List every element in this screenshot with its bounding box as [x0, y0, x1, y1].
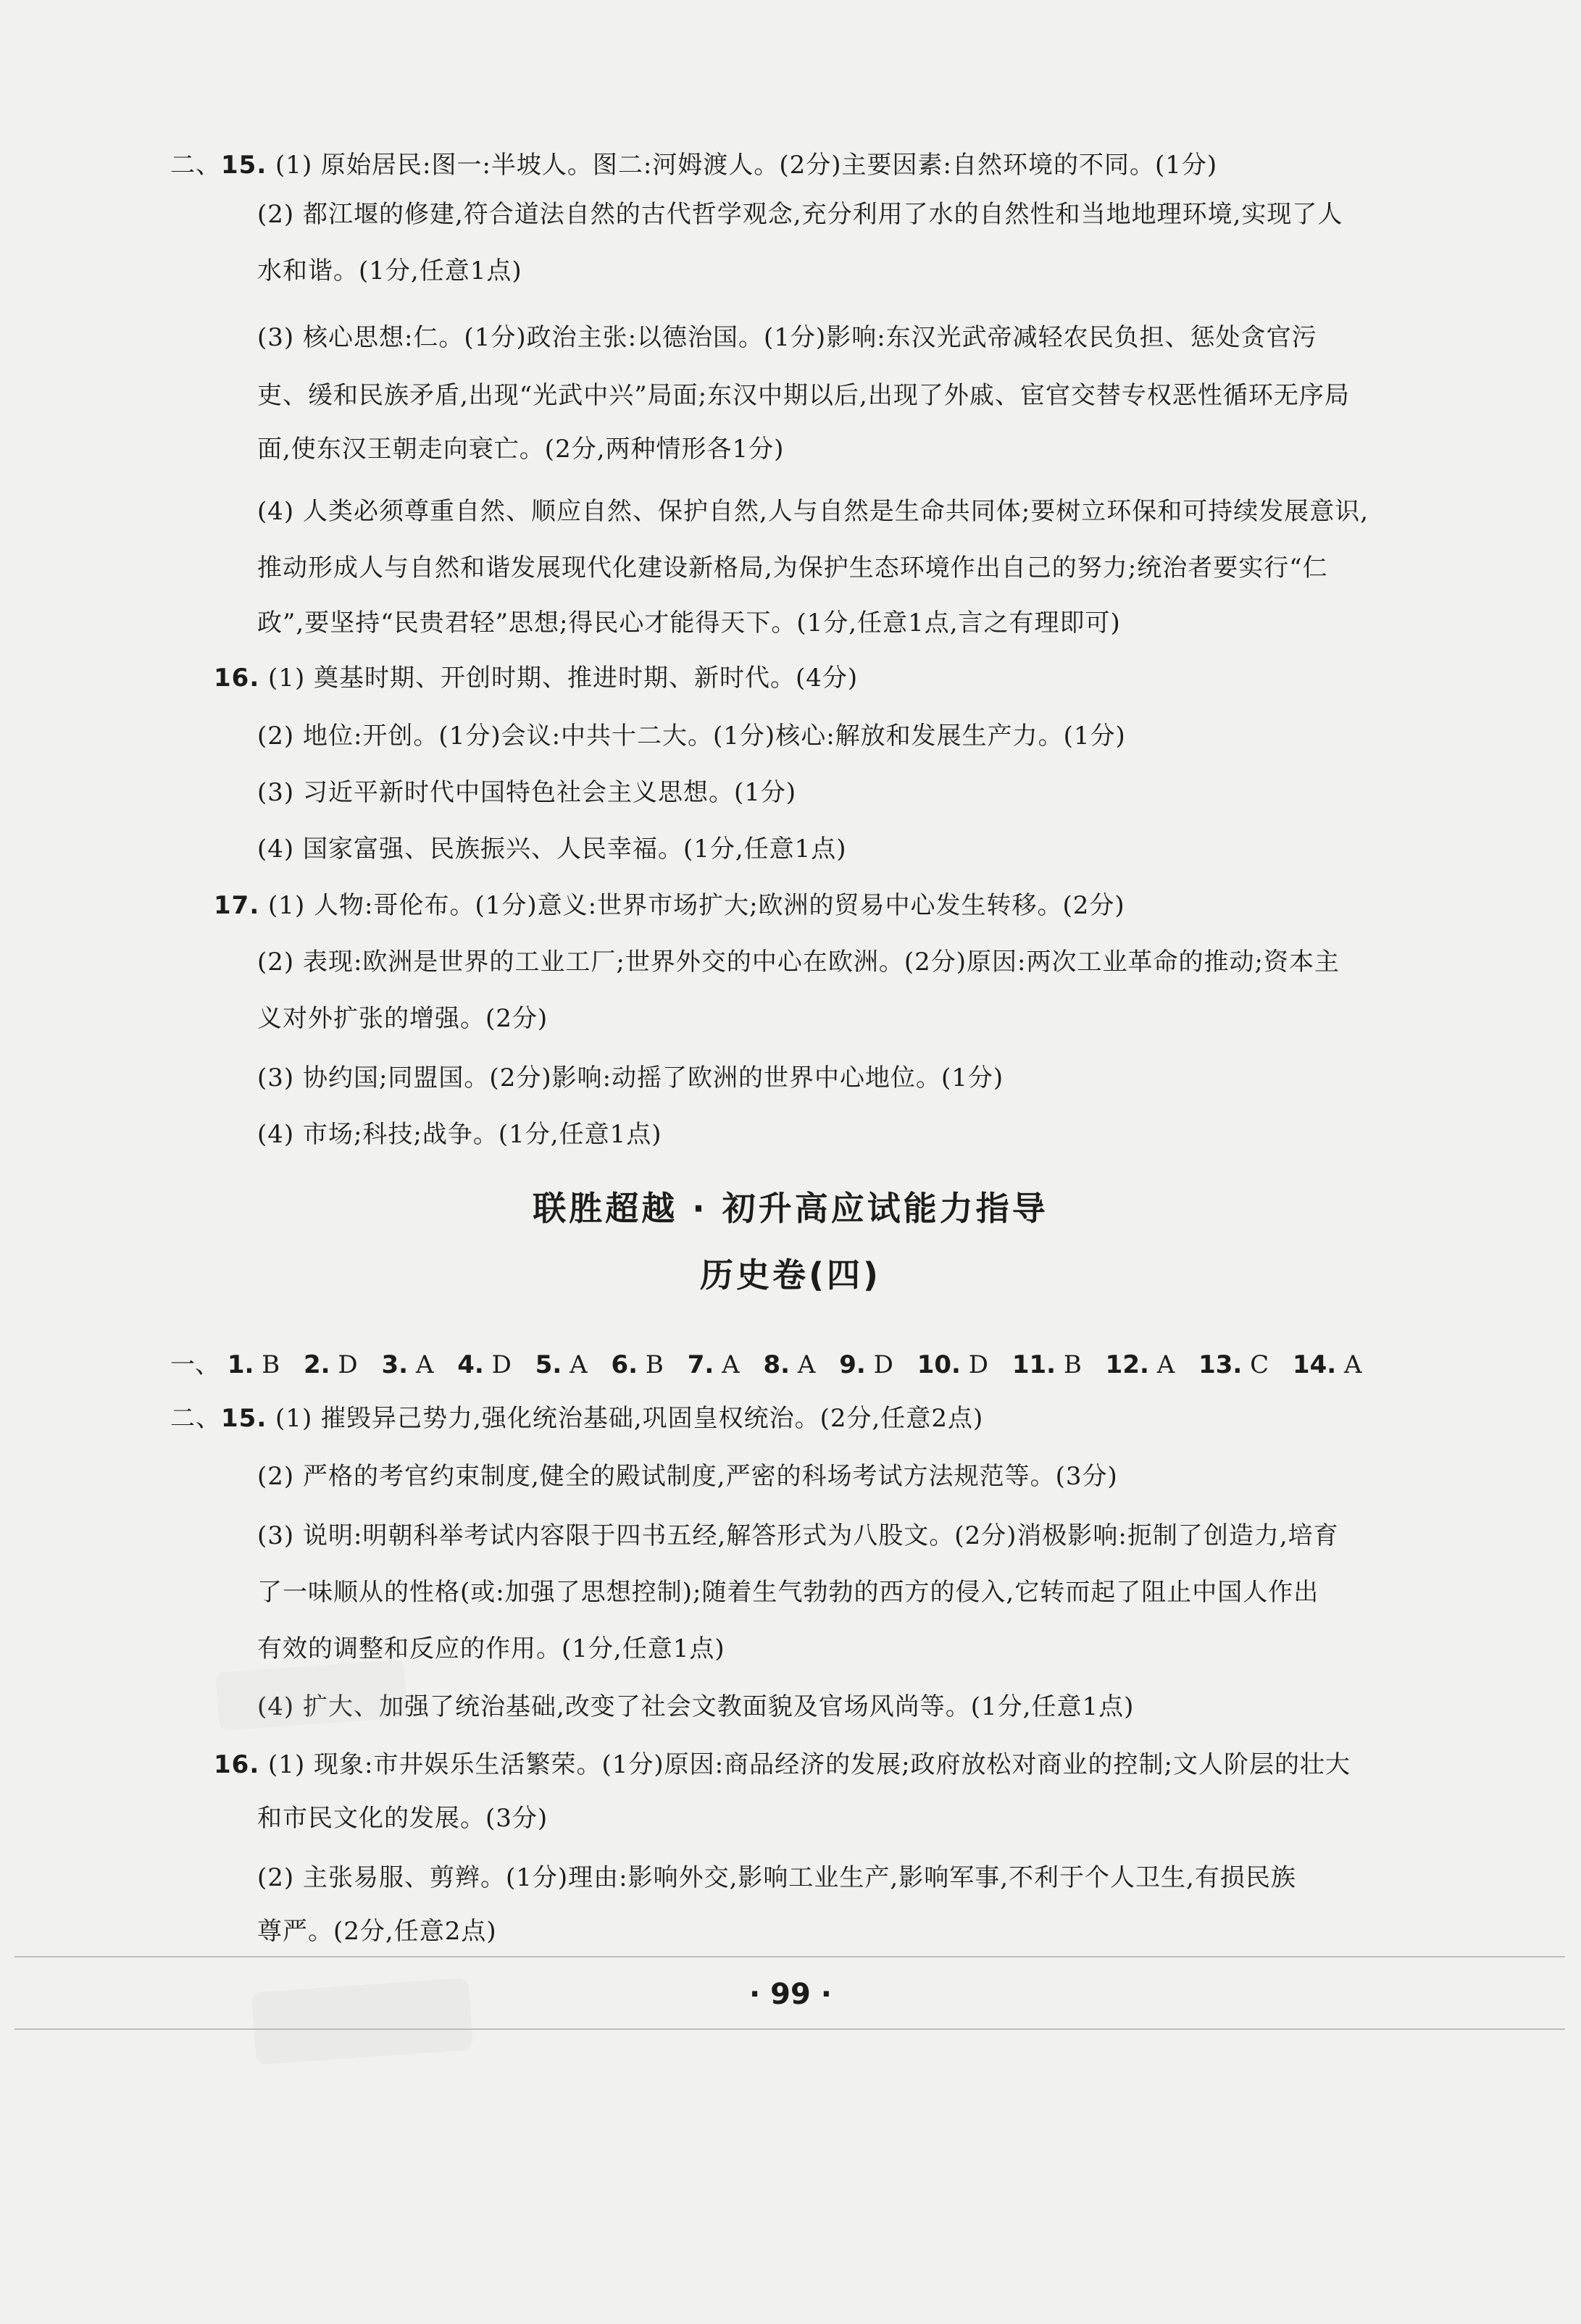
answer-line: (2) 严格的考官约束制度,健全的殿试制度,严密的科场考试方法规范等。(3分)	[257, 1462, 1118, 1491]
choice-item: 13. C	[1198, 1350, 1269, 1379]
choice-item: 3. A	[381, 1350, 434, 1379]
answer-line: 和市民文化的发展。(3分)	[257, 1804, 548, 1833]
choice-item: 8. A	[763, 1350, 816, 1379]
answer-line: (3) 习近平新时代中国特色社会主义思想。(1分)	[257, 778, 797, 807]
answer-line: (2) 主张易服、剪辫。(1分)理由:影响外交,影响工业生产,影响军事,不利于个人卫生,有损民族	[257, 1863, 1296, 1892]
answer-line: (2) 地位:开创。(1分)会议:中共十二大。(1分)核心:解放和发展生产力。(1分)	[257, 722, 1126, 751]
answer-line: 了一味顺从的性格(或:加强了思想控制);随着生气勃勃的西方的侵入,它转而起了阻止中国人作出	[257, 1578, 1319, 1607]
answer-line: 面,使东汉王朝走向衰亡。(2分,两种情形各1分)	[257, 435, 785, 464]
answer-line: (3) 协约国;同盟国。(2分)影响:动摇了欧洲的世界中心地位。(1分)	[257, 1063, 1004, 1092]
choice-answers: 一、 1. B 2. D 3. A 4. D 5. A 6. B 7. A 8. A 9. D 10. D 11. B 12. A 13. C 14. A	[170, 1350, 1362, 1379]
answer-line: (2) 表现:欧洲是世界的工业工厂;世界外交的中心在欧洲。(2分)原因:两次工业革命的推动;资本主	[257, 948, 1340, 977]
answer-line: 二、15. (1) 摧毁异己势力,强化统治基础,巩固皇权统治。(2分,任意2点)	[170, 1404, 984, 1433]
answer-line: 17. (1) 人物:哥伦布。(1分)意义:世界市场扩大;欧洲的贸易中心发生转移。(2分)	[214, 891, 1125, 920]
answer-line: (4) 扩大、加强了统治基础,改变了社会文教面貌及官场风尚等。(1分,任意1点)	[257, 1692, 1135, 1721]
footer-divider	[14, 2028, 1565, 2030]
watermark-mark	[251, 1978, 473, 2065]
answer-line: 二、15. (1) 原始居民:图一:半坡人。图二:河姆渡人。(2分)主要因素:自然环境的不同。(1分)	[170, 151, 1218, 180]
footer-divider	[14, 1956, 1565, 1957]
choice-item: 1. B	[227, 1350, 280, 1379]
section-title: 联胜超越 · 初升高应试能力指导	[533, 1189, 1048, 1228]
answer-line: (4) 国家富强、民族振兴、人民幸福。(1分,任意1点)	[257, 835, 847, 864]
answer-line: 义对外扩张的增强。(2分)	[257, 1004, 548, 1033]
answer-line: (2) 都江堰的修建,符合道法自然的古代哲学观念,充分利用了水的自然性和当地地理环境,实现了人	[257, 200, 1343, 229]
choice-item: 12. A	[1105, 1350, 1175, 1379]
answer-line: 16. (1) 奠基时期、开创时期、推进时期、新时代。(4分)	[214, 664, 859, 693]
answer-line: 水和谐。(1分,任意1点)	[257, 256, 522, 285]
answer-line: 有效的调整和反应的作用。(1分,任意1点)	[257, 1634, 725, 1663]
answer-line: (4) 市场;科技;战争。(1分,任意1点)	[257, 1120, 662, 1149]
answer-line: 吏、缓和民族矛盾,出现“光武中兴”局面;东汉中期以后,出现了外戚、宦官交替专权恶性循环无序局	[257, 381, 1350, 410]
choice-item: 9. D	[839, 1350, 893, 1379]
choice-item: 2. D	[304, 1350, 358, 1379]
choice-item: 14. A	[1292, 1350, 1362, 1379]
answer-line: (3) 核心思想:仁。(1分)政治主张:以德治国。(1分)影响:东汉光武帝减轻农民负担、惩处贪官污	[257, 323, 1317, 352]
choice-item: 11. B	[1011, 1350, 1082, 1379]
answer-line: (4) 人类必须尊重自然、顺应自然、保护自然,人与自然是生命共同体;要树立环保和可持续发展意识,	[257, 497, 1369, 526]
choice-item: 5. A	[535, 1350, 588, 1379]
answer-line: 推动形成人与自然和谐发展现代化建设新格局,为保护生态环境作出自己的努力;统治者要实行“仁	[257, 553, 1328, 582]
answer-line: (3) 说明:明朝科举考试内容限于四书五经,解答形式为八股文。(2分)消极影响:扼制了创造力,培育	[257, 1521, 1339, 1550]
answer-line: 16. (1) 现象:市井娱乐生活繁荣。(1分)原因:商品经济的发展;政府放松对商业的控制;文人阶层的壮大	[214, 1750, 1351, 1779]
section-subtitle: 历史卷(四)	[699, 1255, 882, 1295]
choice-item: 7. A	[687, 1350, 740, 1379]
choice-item: 4. D	[457, 1350, 512, 1379]
answer-line: 政”,要坚持“民贵君轻”思想;得民心才能得天下。(1分,任意1点,言之有理即可)	[257, 609, 1121, 638]
choice-item: 6. B	[611, 1350, 664, 1379]
answer-line: 尊严。(2分,任意2点)	[257, 1917, 497, 1946]
choice-item: 10. D	[917, 1350, 988, 1379]
page-number: · 99 ·	[749, 1978, 832, 2011]
